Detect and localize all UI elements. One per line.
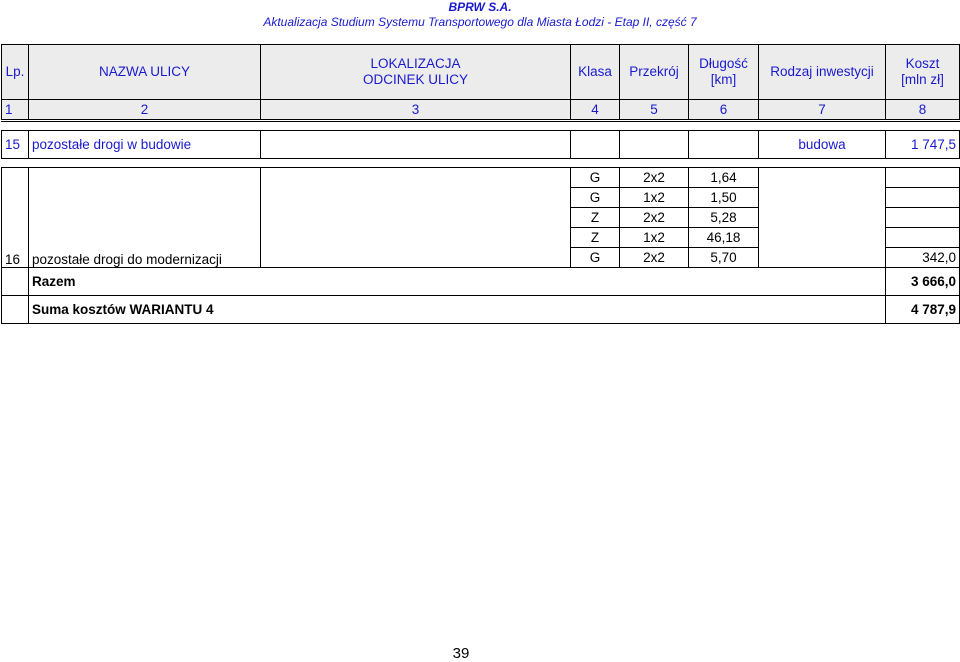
col-lokalizacja-line2: ODCINEK ULICY (362, 72, 469, 87)
col-number-2: 2 (29, 100, 261, 121)
segment-koszt (886, 168, 960, 188)
col-number-1: 1 (2, 100, 29, 121)
table-row (2, 168, 960, 188)
segment-klasa: Z (571, 208, 620, 228)
segment-przekroj: 1x2 (620, 228, 689, 248)
col-klasa: Klasa (571, 45, 620, 100)
table-row (2, 131, 960, 159)
col-number-7: 7 (759, 100, 886, 121)
col-number-4: 4 (571, 100, 620, 121)
col-przekroj: Przekrój (620, 45, 689, 100)
segment-klasa: G (571, 248, 620, 268)
row16-nazwa: pozostałe drogi do modernizacji (29, 168, 261, 268)
spacer-row (2, 121, 960, 131)
col-dlugosc-line2: [km] (710, 72, 737, 87)
col-number-5: 5 (620, 100, 689, 121)
row15-klasa (571, 131, 620, 159)
row15-koszt: 1 747,5 (886, 131, 960, 159)
row15-lp: 15 (2, 131, 29, 159)
col-number-8: 8 (886, 100, 960, 121)
document-subtitle: Aktualizacja Studium Systemu Transportowego dla Miasta Łodzi - Etap II, część 7 (263, 15, 697, 29)
segment-przekroj: 2x2 (620, 168, 689, 188)
segment-przekroj: 2x2 (620, 248, 689, 268)
col-koszt (886, 45, 960, 100)
row16-rodzaj (759, 168, 886, 268)
row16-lokalizacja (261, 168, 571, 268)
col-number-3: 3 (261, 100, 571, 121)
segment-koszt (886, 188, 960, 208)
segment-koszt (886, 228, 960, 248)
row16-lp: 16 (2, 168, 29, 268)
col-lp: Lp. (2, 45, 29, 100)
col-dlugosc-line1: Długość (699, 56, 748, 71)
razem-row (2, 268, 960, 296)
col-nazwa: NAZWA ULICY (29, 45, 261, 100)
suma-label: Suma kosztów WARIANTU 4 (29, 296, 886, 324)
segment-klasa: G (571, 188, 620, 208)
col-lokalizacja-line1: LOKALIZACJA (370, 56, 461, 71)
col-koszt-line2: [mln zł] (901, 72, 944, 87)
col-number-6: 6 (689, 100, 759, 121)
brand-name: BPRW S.A. (448, 0, 512, 14)
col-koszt-line1: Koszt (905, 56, 940, 71)
col-dlugosc (689, 45, 759, 100)
page-number: 39 (452, 645, 470, 662)
header-row (2, 45, 960, 100)
col-rodzaj: Rodzaj inwestycji (759, 45, 886, 100)
row15-dlugosc (689, 131, 759, 159)
row15-rodzaj: budowa (759, 131, 886, 159)
segment-dlugosc: 1,64 (689, 168, 759, 188)
column-number-row (2, 100, 960, 121)
segment-dlugosc: 1,50 (689, 188, 759, 208)
segment-klasa: G (571, 168, 620, 188)
razem-value: 3 666,0 (886, 268, 960, 296)
row15-nazwa: pozostałe drogi w budowie (29, 131, 261, 159)
row15-lokalizacja (261, 131, 571, 159)
segment-dlugosc: 5,70 (689, 248, 759, 268)
segment-koszt (886, 208, 960, 228)
segment-klasa: Z (571, 228, 620, 248)
segment-przekroj: 2x2 (620, 208, 689, 228)
investment-table (1, 44, 960, 324)
col-lokalizacja (261, 45, 571, 100)
row15-przekroj (620, 131, 689, 159)
segment-dlugosc: 5,28 (689, 208, 759, 228)
spacer-row (2, 159, 960, 168)
segment-przekroj: 1x2 (620, 188, 689, 208)
segment-dlugosc: 46,18 (689, 228, 759, 248)
razem-label: Razem (29, 268, 886, 296)
suma-row (2, 296, 960, 324)
suma-value: 4 787,9 (886, 296, 960, 324)
row16-koszt: 342,0 (886, 248, 960, 268)
